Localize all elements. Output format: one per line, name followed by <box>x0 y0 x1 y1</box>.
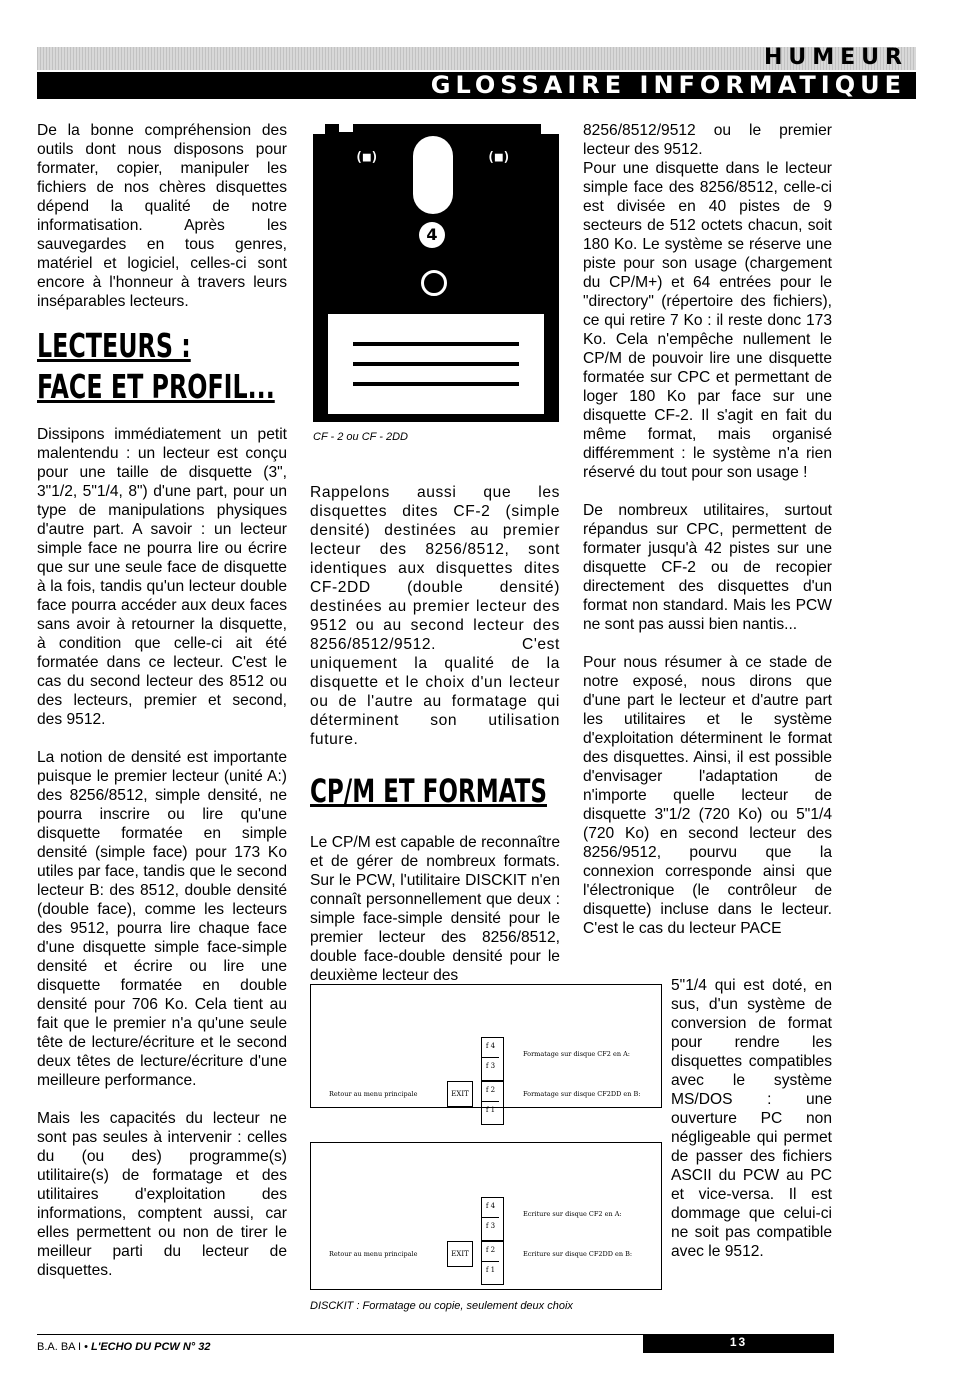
heading-lecteurs-line2: FACE ET PROFIL... <box>37 367 275 406</box>
heading-lecteurs <box>37 325 287 411</box>
f3-key: f 3 <box>485 1222 496 1230</box>
heading-cpm <box>310 771 560 815</box>
f2-key: f 2 <box>482 1242 499 1262</box>
back-to-menu-label: Retour au menu principale <box>329 1090 418 1098</box>
exit-key: EXIT <box>447 1081 473 1107</box>
page-footer <box>37 1334 834 1353</box>
paragraph: Mais les capacités du lecteur ne sont pas seules à intervenir : celles du (ou des) programme(s) utilitaire(s) de formatage et des utilitaires d'exploitation des informations, comptent aussi, car elles permettent ou non de tirer le meilleur parti du lecteur de disquettes. <box>37 1110 287 1279</box>
write-protect-mark: (■) <box>355 150 379 165</box>
paragraph: 8256/8512/9512 ou le premier lecteur des 9512. <box>583 122 832 158</box>
disk-shutter-slot <box>413 136 453 214</box>
disk-spindle-hole <box>421 270 447 296</box>
floppy-disk-illustration <box>313 124 559 422</box>
heading-cpm-text: CP/M ET FORMATS <box>310 772 547 810</box>
f3-key: f 3 <box>485 1062 496 1070</box>
disk-corner-notch <box>541 124 559 134</box>
paragraph: Pour nous résumer à ce stade de notre exposé, nous dirons que d'une part le lecteur et d'autre part les utilitaires et le système d'exploitation déterminent le format des disquettes. Ainsi, il est possible d'envisager l'adaptation de n'importe quelle lecteur de disquette 3"1/2 (720 Ko) ou 5"1/4 (720 Ko) en second lecteur des 8256/9512, pourvu que la connexion corresponde ainsi que l'électronique (le contrôleur de disquette) incluse dans le lecteur. C'est le cas du lecteur PACE <box>583 654 832 937</box>
f2-key: f 2 <box>482 1082 499 1102</box>
disk-hub: 4 <box>419 222 445 248</box>
label-rule <box>353 342 519 346</box>
paragraph: Pour une disquette dans le lecteur simple face des 8256/8512, celle-ci est divisée en 40 pistes de 9 secteurs de 512 octets chacun, soit 180 Ko. Le système se réserve une piste pour son usage (chargement du CP/M+) et 64 entrées pour le "directory" (répertoire des fichiers), ce qui retire 7 Ko : il reste donc 173 Ko. Cela n'empêche nullement le CP/M de pouvoir lire une disquette formatée sur CPC et permettant de loger 180 Ko par face sur une disquette CF-2. Il s'agit en fait du même format, mais organisé différemment : le système n'a rien réservé du tout pour son usage ! <box>583 160 832 481</box>
column-3-wrap <box>671 976 832 1261</box>
label-rule <box>353 382 519 386</box>
heading-lecteurs-line1: LECTEURS : <box>37 326 191 365</box>
paragraph: Le CP/M est capable de reconnaître et de gérer de nombreux formats. Sur le PCW, l'utilitaire DISCKIT n'en connaît personnellement que deux : simple face-simple densité pour le premier lecteur des 8256/8512, double face-double densité pour le deuxième lecteur des <box>310 834 560 984</box>
page-title: GLOSSAIRE INFORMATIQUE <box>430 71 906 99</box>
header-title-band <box>37 72 916 99</box>
f4-key: f 4 <box>482 1038 499 1058</box>
paragraph: De nombreux utilitaires, surtout répandus sur CPC, permettent de formater jusqu'à 42 pistes sur une disquette CF-2 ou de recopier directement des disquettes d'un format non standard. Mais les PCW ne sont pas aussi bien nantis... <box>583 502 832 633</box>
paragraph: La notion de densité est importante puisque le premier lecteur (unité A:) des 8256/8512, simple densité, ne pourra inscrire ou lire qu'une disquette formatée en simple densité (simple face) pour 173 Ko utiles par face, tandis que le second lecteur B: des 8512, double densité (double face), comme les lecteurs des 9512, pourra lire chaque face d'une disquette simple face-simple densité et écrire ou lire une disquette formatée en double densité pour 706 Ko. Cela tient au fait que le premier n'a qu'une seule tête de lecture/écriture et le second deux têtes de lecture/écriture d'une meilleure performance. <box>37 749 287 1089</box>
figure-caption: CF - 2 ou CF - 2DD <box>313 431 408 443</box>
format-cf2-option: Formatage sur disque CF2 en A: <box>523 1050 630 1058</box>
write-protect-mark: (■) <box>487 150 511 165</box>
format-cf2dd-option: Formatage sur disque CF2DD en B: <box>523 1090 641 1098</box>
section-title: HUMEUR <box>763 45 908 70</box>
header-section-band <box>37 47 916 70</box>
disckit-screen-format <box>310 984 662 1114</box>
disk-corner-notch <box>313 124 325 134</box>
f1-key: f 1 <box>485 1106 496 1114</box>
column-1 <box>37 121 287 1280</box>
disk-label <box>328 314 544 414</box>
page-number: 13 <box>643 1335 834 1353</box>
column-2 <box>310 483 560 985</box>
f4-key: f 4 <box>482 1198 499 1218</box>
figure-caption: DISCKIT : Formatage ou copie, seulement deux choix <box>310 1300 573 1312</box>
paragraph: Dissipons immédiatement un petit malentendu : un lecteur est conçu pour une taille de disquette (3", 3"1/2, 5"1/4, 8") d'une part, pour un type de manipulations physiques d'autre part. A savoir : un lecteur simple face ne pourra lire ou écrire que sur une seule face de disquette à la fois, tandis qu'un lecteur double face pourra accéder aux deux faces sans avoir à retourner la disquette, à condition que celle-ci ait été formatée dans ce lecteur. C'est le cas du second lecteur des 8512 ou des lecteurs, premier et second, des 9512. <box>37 426 287 728</box>
intro-paragraph: De la bonne compréhension des outils dont nous disposons pour formater, copier, manipuler les fichiers de nos chères disquettes dépend la qualité de notre informatisation. Après les sauvegardes en tous genres, matériel et logiciel, celles-ci sont encore à l'honneur à travers leurs inséparables lecteurs. <box>37 122 287 310</box>
disk-corner-notch <box>339 124 353 132</box>
paragraph: Rappelons aussi que les disquettes dites CF-2 (simple densité) destinées au premier lecteur des 8256/8512, sont identiques aux disquettes dites CF-2DD (double densité) destinées au premier lecteur des 9512 ou au second lecteur des 8256/8512/9512. C'est uniquement la qualité de la disquette et le choix d'un lecteur ou de l'autre au formatage qui déterminent son utilisation future. <box>310 484 560 748</box>
exit-key: EXIT <box>447 1241 473 1267</box>
label-rule <box>353 362 519 366</box>
footer-magazine: L'ECHO DU PCW N° 32 <box>91 1341 211 1353</box>
column-3 <box>583 121 832 938</box>
f1-key: f 1 <box>485 1266 496 1274</box>
disckit-screen-write <box>310 1142 662 1290</box>
footer-section: B.A. BA I • <box>37 1341 91 1353</box>
back-to-menu-label: Retour au menu principale <box>329 1250 418 1258</box>
write-cf2-option: Ecriture sur disque CF2 en A: <box>523 1210 622 1218</box>
write-cf2dd-option: Ecriture sur disque CF2DD en B: <box>523 1250 633 1258</box>
footer-publication <box>37 1341 210 1353</box>
paragraph: 5"1/4 qui est doté, en sus, d'un système de conversion de format pour rendre les disquettes compatibles avec le système MS/DOS : une ouverture PC non négligeable qui permet de passer des fichiers ASCII du PCW au PC et vice-versa. Il est dommage que celui-ci ne soit pas compatible avec le 9512. <box>671 977 832 1260</box>
